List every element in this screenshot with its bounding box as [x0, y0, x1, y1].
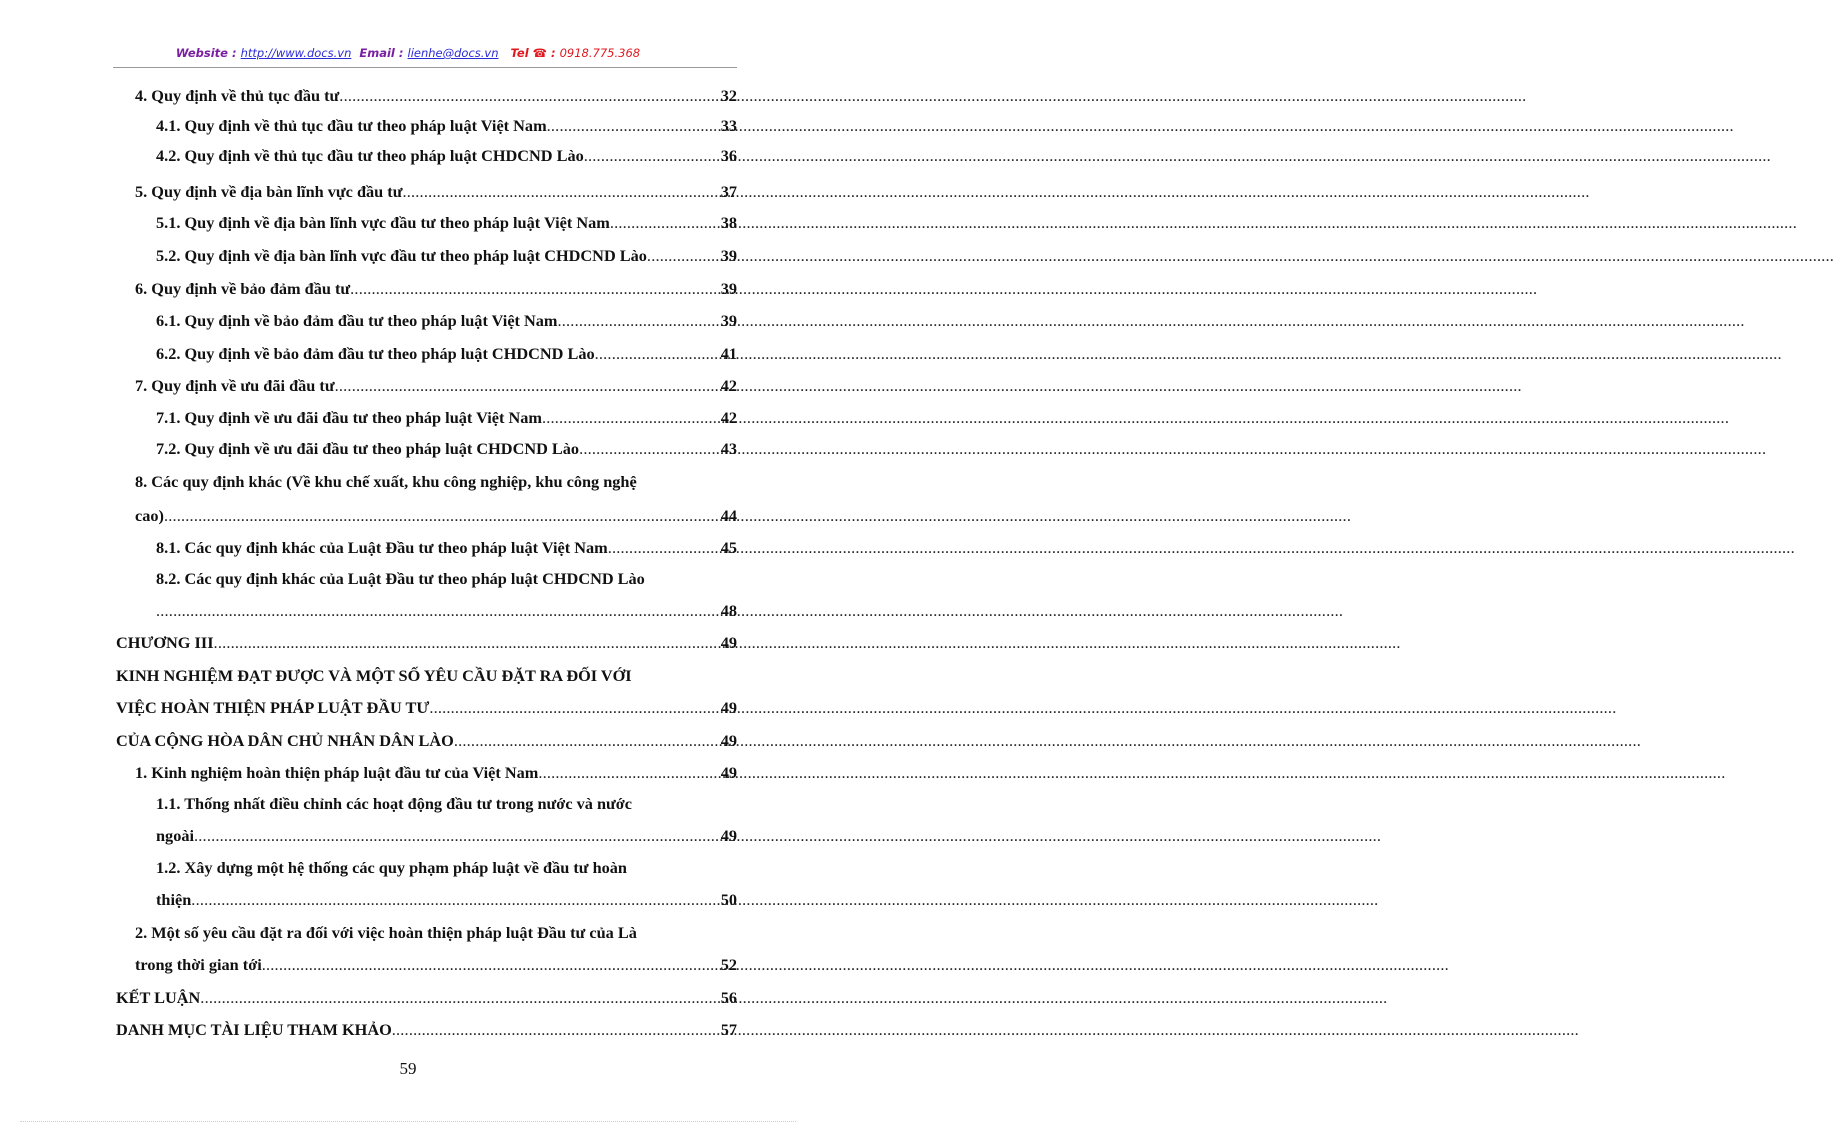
- header-divider: [113, 67, 737, 68]
- tel-label: Tel ☎ :: [510, 46, 556, 60]
- toc-entry-8-line1[interactable]: 8. Các quy định khác (Về khu chế xuất, khu công nghiệp, khu công nghệ: [135, 472, 637, 491]
- toc-entry-iii-1-1[interactable]: ngoài ..... 49: [156, 821, 737, 851]
- toc-entry-8-2-line1[interactable]: 8.2. Các quy định khác của Luật Đầu tư theo pháp luật CHDCND Lào: [156, 569, 645, 588]
- website-label: Website :: [175, 46, 237, 60]
- toc-entry-conclusion[interactable]: KẾT LUẬN ..... 56: [116, 983, 737, 1013]
- email-link[interactable]: lienhe@docs.vn: [407, 46, 499, 60]
- toc-entry-iii-1[interactable]: 1. Kinh nghiệm hoàn thiện pháp luật đầu tư của Việt Nam ..... 49: [135, 758, 737, 788]
- toc-entry-chapter-3-subtitle[interactable]: CỦA CỘNG HÒA DÂN CHỦ NHÂN DÂN LÀO ..... 49: [116, 726, 737, 756]
- toc-entry-8-2[interactable]: ..... 48: [156, 596, 737, 626]
- toc-entry-6-2[interactable]: 6.2. Quy định về bảo đảm đầu tư theo pháp luật CHDCND Lào ..... 41: [156, 339, 737, 369]
- toc-entry-7[interactable]: 7. Quy định về ưu đãi đầu tư ..... 42: [135, 371, 737, 401]
- toc-entry-7-2[interactable]: 7.2. Quy định về ưu đãi đầu tư theo pháp luật CHDCND Lào ..... 43: [156, 434, 737, 464]
- toc-entry-iii-1-1-line1[interactable]: 1.1. Thống nhất điều chỉnh các hoạt động đầu tư trong nước và nước: [156, 794, 633, 813]
- toc-entry-5[interactable]: 5. Quy định về địa bàn lĩnh vực đầu tư ..... 37: [135, 177, 737, 207]
- toc-entry-5-1[interactable]: 5.1. Quy định về địa bàn lĩnh vực đầu tư theo pháp luật Việt Nam ..... 38: [156, 208, 737, 238]
- tel-value: 0918.775.368: [559, 46, 641, 60]
- toc-entry-8-1[interactable]: 8.1. Các quy định khác của Luật Đầu tư theo pháp luật Việt Nam ..... 45: [156, 533, 737, 563]
- toc-entry-chapter-3-title-line1[interactable]: KINH NGHIỆM ĐẠT ĐƯỢC VÀ MỘT SỐ YÊU CẦU ĐẶT RA ĐỐI VỚI: [116, 666, 632, 685]
- website-link[interactable]: http://www.docs.vn: [240, 46, 352, 60]
- page-header: [0, 46, 816, 60]
- toc-entry-references[interactable]: DANH MỤC TÀI LIỆU THAM KHẢO ..... 57: [116, 1015, 737, 1045]
- toc-entry-5-2[interactable]: 5.2. Quy định về địa bàn lĩnh vực đầu tư theo pháp luật CHDCND Lào ..... 39: [156, 241, 737, 271]
- toc-entry-4-1[interactable]: 4.1. Quy định về thủ tục đầu tư theo pháp luật Việt Nam ..... 33: [156, 111, 737, 141]
- toc-entry-iii-2-line1[interactable]: 2. Một số yêu cầu đặt ra đối với việc hoàn thiện pháp luật Đầu tư của Là: [135, 923, 637, 942]
- email-label: Email :: [359, 46, 404, 60]
- toc-entry-4[interactable]: 4. Quy định về thủ tục đầu tư ..... 32: [135, 81, 737, 111]
- page-bottom-edge: [20, 1121, 796, 1122]
- toc-entry-iii-1-2[interactable]: thiện ..... 50: [156, 885, 737, 915]
- toc-entry-7-1[interactable]: 7.1. Quy định về ưu đãi đầu tư theo pháp luật Việt Nam ..... 42: [156, 403, 737, 433]
- toc-entry-iii-1-2-line1[interactable]: 1.2. Xây dựng một hệ thống các quy phạm pháp luật về đầu tư hoàn: [156, 858, 627, 877]
- toc-entry-8[interactable]: cao) ..... 44: [135, 501, 737, 531]
- toc-entry-chapter-3[interactable]: CHƯƠNG III ..... 49: [116, 628, 737, 658]
- toc-entry-chapter-3-title[interactable]: VIỆC HOÀN THIỆN PHÁP LUẬT ĐẦU TƯ ..... 49: [116, 693, 737, 723]
- page-number: 59: [399, 1059, 417, 1078]
- toc-entry-6[interactable]: 6. Quy định về bảo đảm đầu tư ..... 39: [135, 274, 737, 304]
- toc-entry-6-1[interactable]: 6.1. Quy định về bảo đảm đầu tư theo pháp luật Việt Nam ..... 39: [156, 306, 737, 336]
- toc-entry-4-2[interactable]: 4.2. Quy định về thủ tục đầu tư theo pháp luật CHDCND Lào ..... 36: [156, 141, 737, 171]
- toc-entry-iii-2[interactable]: trong thời gian tới ..... 52: [135, 950, 737, 980]
